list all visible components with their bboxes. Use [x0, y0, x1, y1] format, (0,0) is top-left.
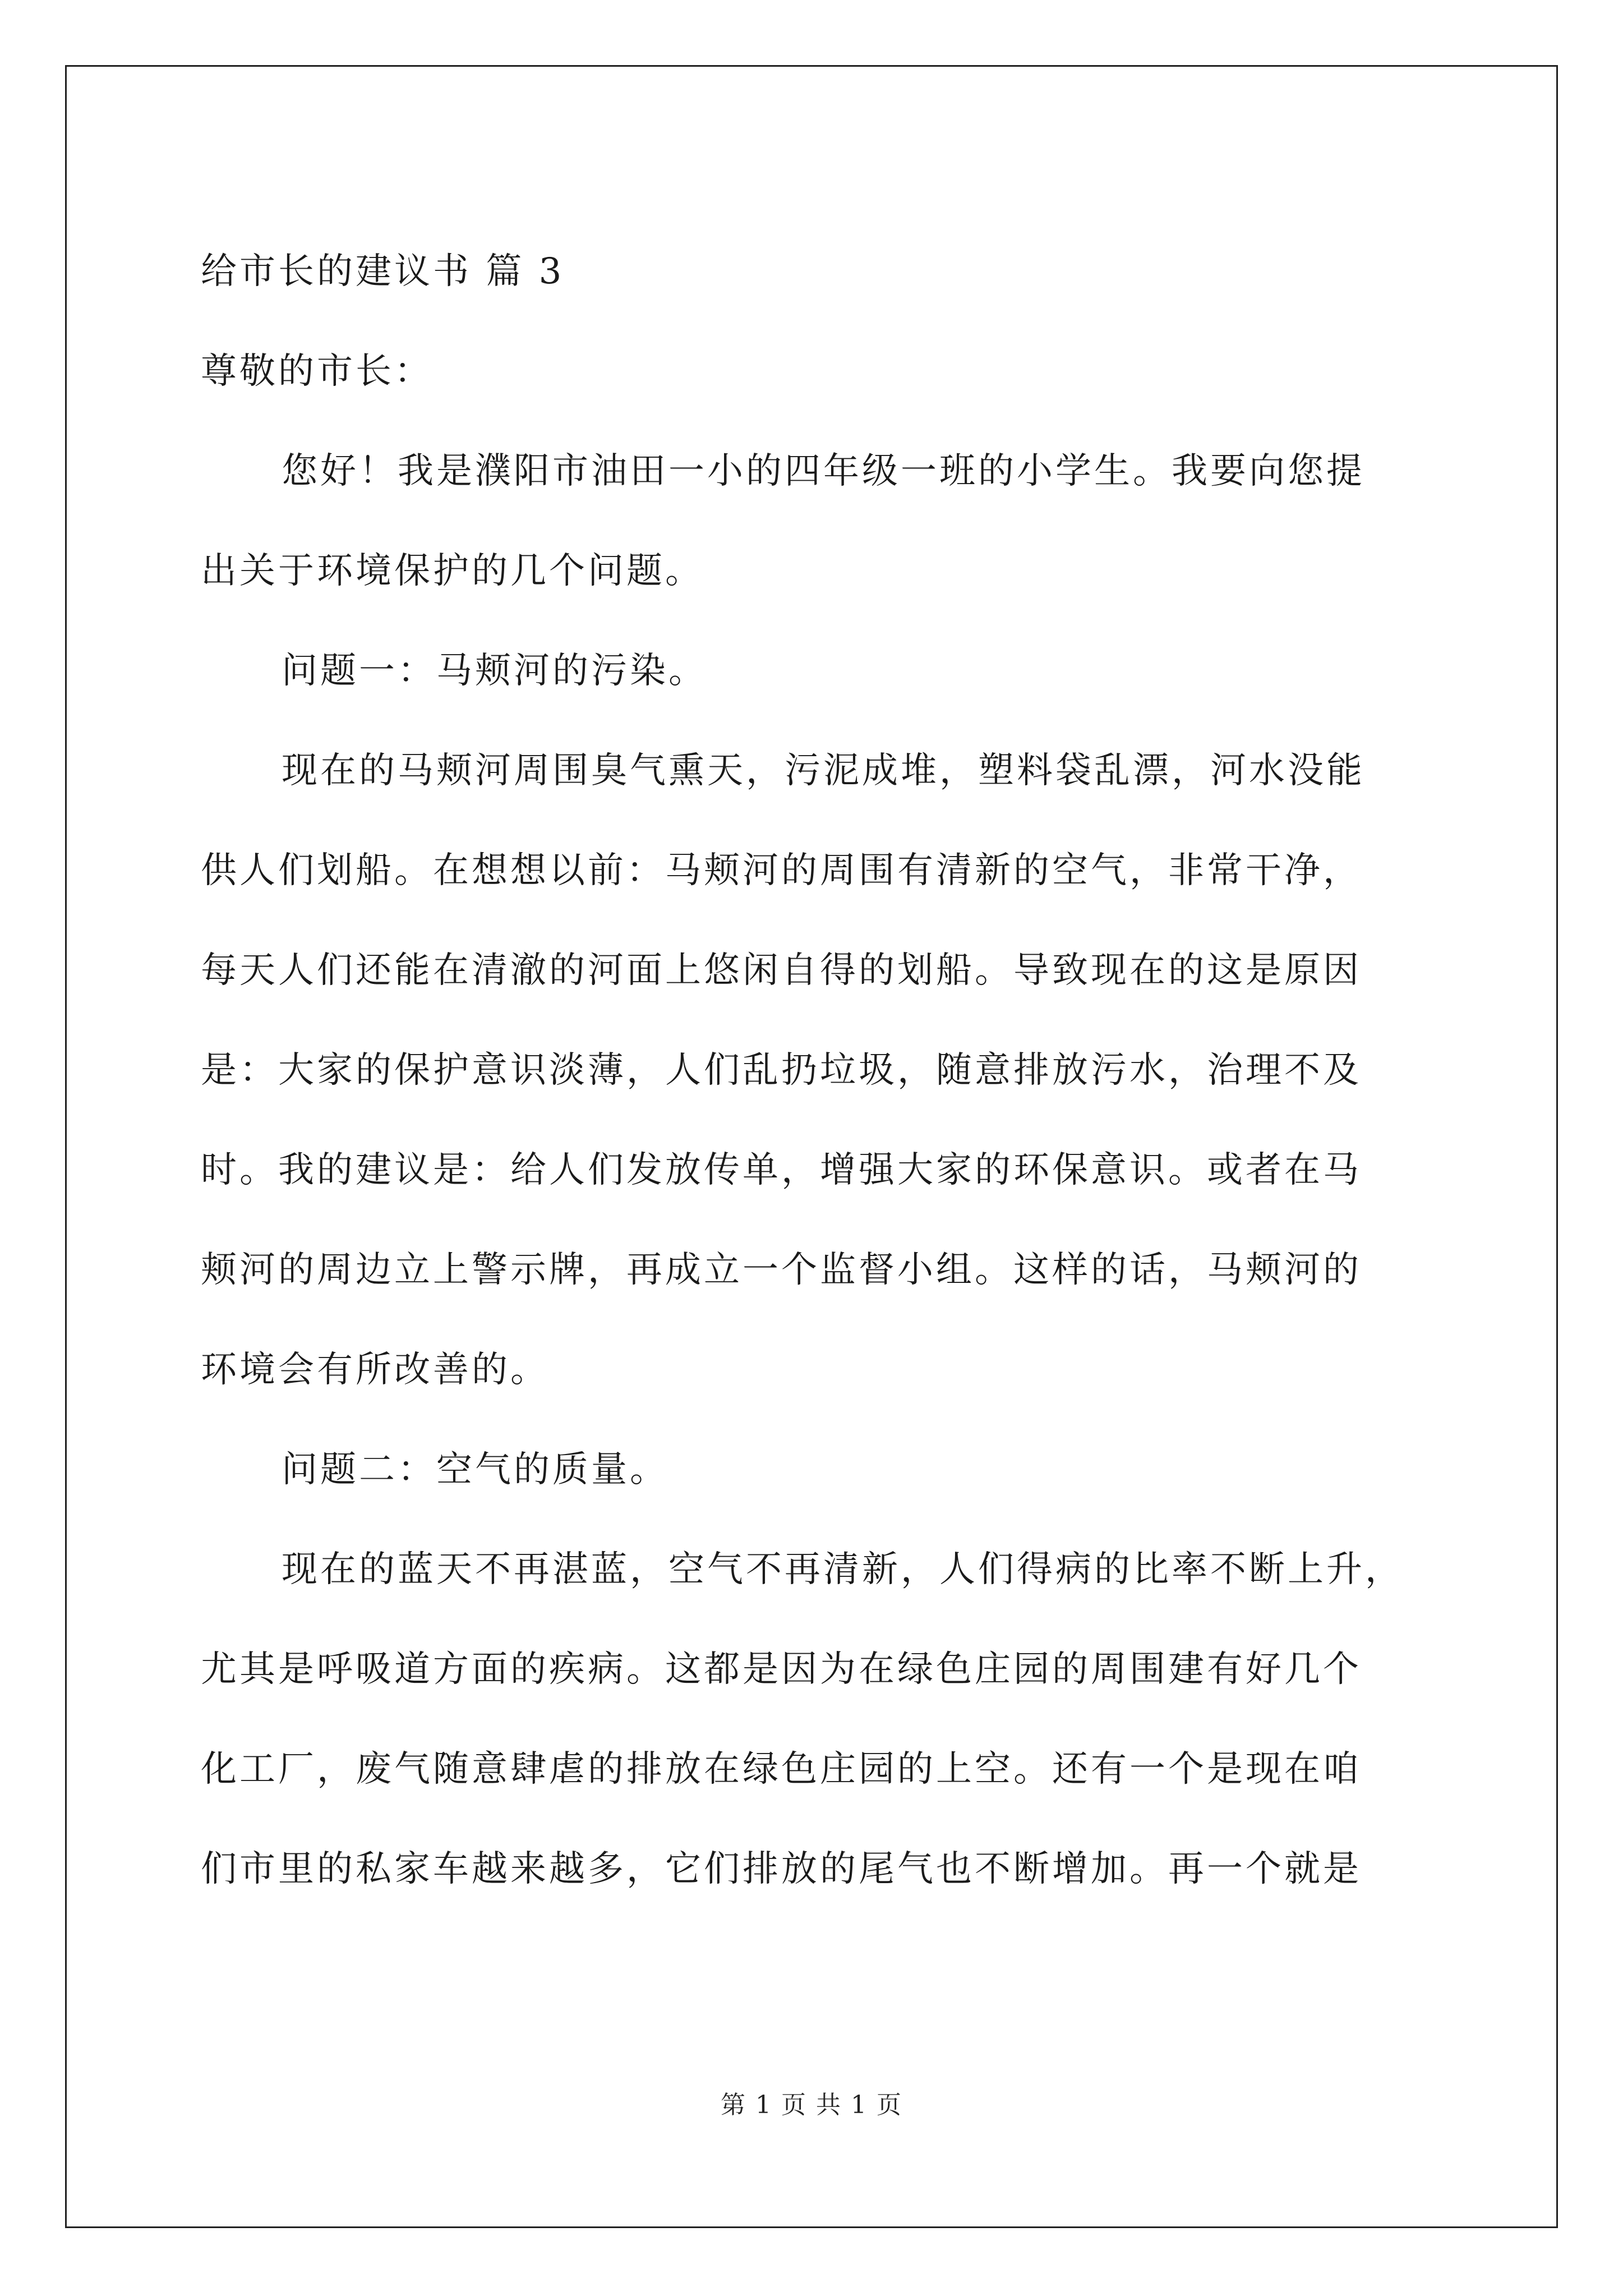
page-footer: 第 1 页 共 1 页 [721, 2091, 902, 2119]
paragraph-line: 是：大家的保护意识淡薄，人们乱扔垃圾，随意排放污水，治理不及 [201, 1050, 1362, 1091]
section-heading: 问题二：空气的质量。 [282, 1449, 668, 1490]
document-body [201, 222, 1435, 1919]
paragraph-line: 您好！我是濮阳市油田一小的四年级一班的小学生。我要向您提 [282, 450, 1365, 492]
paragraph-line: 现在的蓝天不再湛蓝，空气不再清新，人们得病的比率不断上升， [282, 1549, 1404, 1590]
paragraph-line: 时。我的建议是：给人们发放传单，增强大家的环保意识。或者在马 [201, 1149, 1362, 1191]
paragraph-line: 每天人们还能在清澈的河面上悠闲自得的划船。导致现在的这是原因 [201, 950, 1362, 991]
paragraph-line: 颊河的周边立上警示牌，再成立一个监督小组。这样的话，马颊河的 [201, 1249, 1362, 1291]
section-heading: 问题一：马颊河的污染。 [282, 650, 707, 692]
paragraph-line: 尤其是呼吸道方面的疾病。这都是因为在绿色庄园的周围建有好几个 [201, 1649, 1362, 1690]
paragraph-line: 出关于环境保护的几个问题。 [201, 550, 704, 592]
document-title: 给市长的建议书 篇 3 [201, 251, 565, 292]
paragraph-line: 化工厂，废气随意肆虐的排放在绿色庄园的上空。还有一个是现在咱 [201, 1749, 1362, 1790]
paragraph-line: 现在的马颊河周围臭气熏天，污泥成堆，塑料袋乱漂，河水没能 [282, 750, 1365, 792]
salutation: 尊敬的市长： [201, 351, 433, 392]
paragraph-line: 们市里的私家车越来越多，它们排放的尾气也不断增加。再一个就是 [201, 1848, 1362, 1890]
paragraph-line: 环境会有所改善的。 [201, 1349, 549, 1391]
paragraph-line: 供人们划船。在想想以前：马颊河的周围有清新的空气，非常干净， [201, 850, 1362, 891]
